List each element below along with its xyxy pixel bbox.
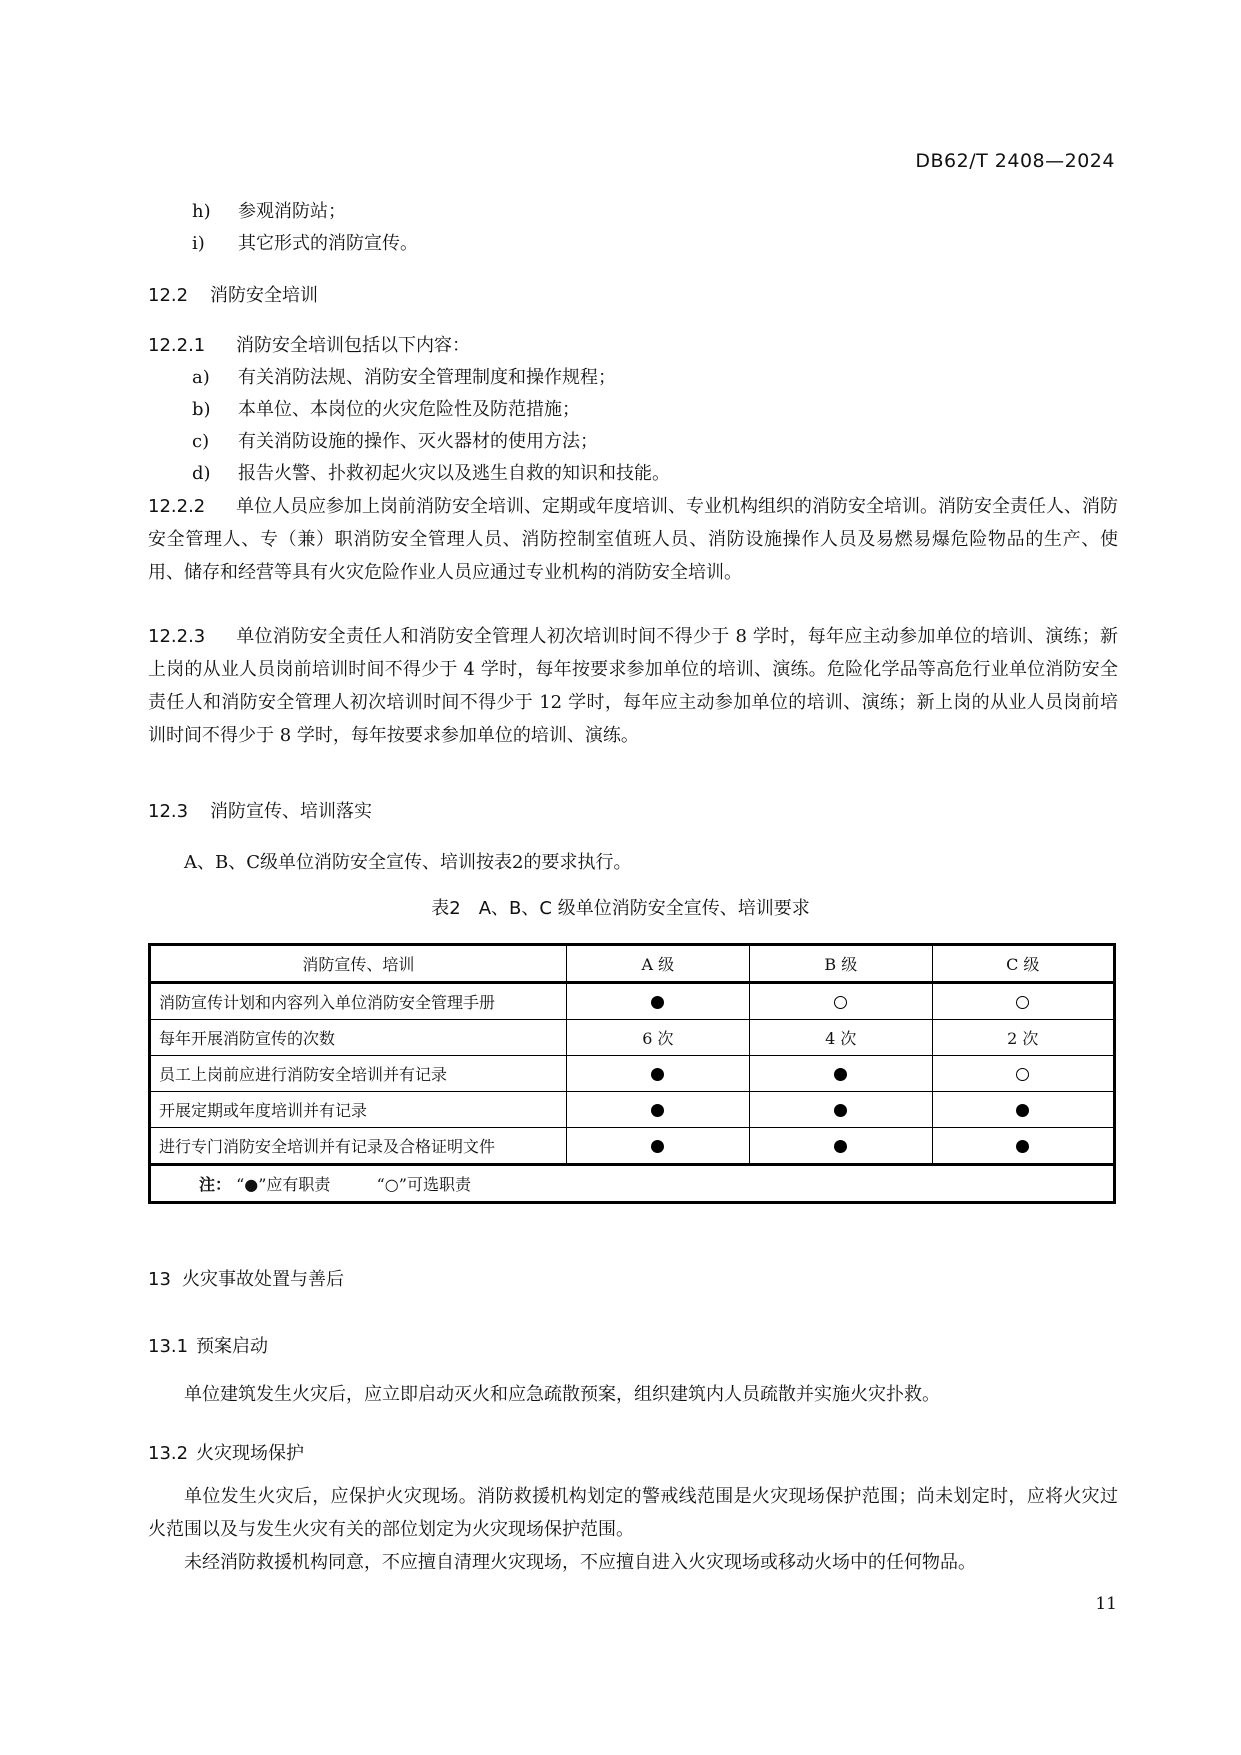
note-optional: “○”可选职责 [376, 1175, 471, 1194]
list-item-d [192, 462, 670, 486]
section-heading-13 [148, 1268, 344, 1292]
filled-circle-icon [651, 1140, 664, 1153]
table-row [150, 1020, 1115, 1056]
column-header: B 级 [750, 945, 932, 983]
cell-c: 2 次 [932, 1020, 1114, 1056]
heading-number: 13 [148, 1269, 171, 1290]
cell-c [932, 983, 1114, 1020]
cell-c [932, 1092, 1114, 1128]
filled-circle-icon [1016, 1104, 1029, 1117]
column-header: A 级 [566, 945, 749, 983]
section-13-2-paragraph-1: 单位发生火灾后，应保护火灾现场。消防救援机构划定的警戒线范围是火灾现场保护范围；尚未划定时，应将火灾过火范围以及与发生火灾有关的部位划定为火灾现场保护范围。 [148, 1486, 1118, 1540]
table-header-row [150, 945, 1115, 983]
list-mark: i) [192, 233, 205, 254]
clause-12-2-3 [148, 620, 1118, 752]
clause-number: 12.2.1 [148, 335, 206, 356]
heading-title: 火灾事故处置与善后 [182, 1269, 344, 1290]
list-item-c [192, 430, 598, 454]
open-circle-icon [834, 996, 847, 1009]
list-text: 报告火警、扑救初起火灾以及逃生自救的知识和技能。 [238, 463, 670, 484]
heading-title: 消防安全培训 [210, 285, 318, 306]
section-13-2-paragraph-2: 未经消防救援机构同意，不应擅自清理火灾现场，不应擅自进入火灾现场或移动火场中的任何物品。 [184, 1552, 976, 1573]
filled-circle-icon [834, 1068, 847, 1081]
row-item: 每年开展消防宣传的次数 [150, 1020, 567, 1056]
clause-text: 消防安全培训包括以下内容： [236, 335, 470, 356]
list-text: 有关消防设施的操作、灭火器材的使用方法； [238, 431, 598, 452]
clause-number: 12.2.2 [148, 496, 206, 517]
heading-title: 消防宣传、培训落实 [210, 801, 372, 822]
table-row [150, 1056, 1115, 1092]
cell-a [566, 1056, 749, 1092]
filled-circle-icon [651, 1068, 664, 1081]
clause-text: 单位消防安全责任人和消防安全管理人初次培训时间不得少于 8 学时，每年应主动参加单位的培训、演练；新上岗的从业人员岗前培训时间不得少于 4 学时，每年按要求参加单位的培训、演练。危险化学品等高危行业单位消防安全责任人和消防安全管理人初次培训时间不得少于 12 学时，每年应主动参加单位的培训、演练；新上岗的从业人员岗前培训时间不得少于 8 学时，每年按要求参加单位的培训、演练。 [148, 626, 1118, 746]
heading-title: 火灾现场保护 [196, 1443, 304, 1464]
section-heading-12-2 [148, 284, 318, 308]
list-text: 其它形式的消防宣传。 [238, 233, 418, 254]
list-mark: h) [192, 201, 211, 222]
note-label: 注： [199, 1175, 232, 1194]
heading-number: 13.2 [148, 1443, 189, 1464]
clause-12-2-2 [148, 490, 1118, 589]
filled-circle-icon [834, 1140, 847, 1153]
cell-b: 4 次 [750, 1020, 932, 1056]
table-note-row [150, 1165, 1115, 1203]
heading-number: 13.1 [148, 1336, 189, 1357]
list-item-a [192, 366, 616, 390]
clause-text: 单位人员应参加上岗前消防安全培训、定期或年度培训、专业机构组织的消防安全培训。消防安全责任人、消防安全管理人、专（兼）职消防安全管理人员、消防控制室值班人员、消防设施操作人员及易燃易爆危险物品的生产、使用、储存和经营等具有火灾危险作业人员应通过专业机构的消防安全培训。 [148, 496, 1118, 583]
table-row [150, 1128, 1115, 1165]
page-number: 11 [1095, 1594, 1117, 1614]
section-13-1-text: 单位建筑发生火灾后，应立即启动灭火和应急疏散预案，组织建筑内人员疏散并实施火灾扑救。 [184, 1384, 940, 1405]
cell-a [566, 1128, 749, 1165]
table-row [150, 983, 1115, 1020]
heading-title: 预案启动 [196, 1336, 268, 1357]
row-item: 消防宣传计划和内容列入单位消防安全管理手册 [150, 983, 567, 1020]
cell-b [750, 1056, 932, 1092]
section-heading-13-1 [148, 1335, 268, 1359]
cell-b [750, 1092, 932, 1128]
standard-code: DB62/T 2408—2024 [915, 150, 1115, 172]
list-mark: d) [192, 463, 211, 484]
table-row [150, 1092, 1115, 1128]
cell-c [932, 1128, 1114, 1165]
list-item-i [192, 232, 418, 256]
clause-12-2-1 [148, 334, 470, 358]
section-heading-13-2 [148, 1442, 304, 1466]
list-mark: c) [192, 431, 210, 452]
heading-number: 12.3 [148, 801, 189, 822]
list-mark: b) [192, 399, 211, 420]
filled-circle-icon [1016, 1140, 1029, 1153]
cell-b [750, 983, 932, 1020]
heading-number: 12.2 [148, 285, 189, 306]
cell-c [932, 1056, 1114, 1092]
column-header: 消防宣传、培训 [150, 945, 567, 983]
list-item-h [192, 200, 346, 224]
clause-number: 12.2.3 [148, 626, 206, 647]
section-heading-12-3 [148, 800, 372, 824]
list-text: 有关消防法规、消防安全管理制度和操作规程； [238, 367, 616, 388]
row-item: 开展定期或年度培训并有记录 [150, 1092, 567, 1128]
requirements-table [148, 943, 1116, 1204]
column-header: C 级 [932, 945, 1114, 983]
row-item: 进行专门消防安全培训并有记录及合格证明文件 [150, 1128, 567, 1165]
cell-b [750, 1128, 932, 1165]
filled-circle-icon [834, 1104, 847, 1117]
section-12-3-text: A、B、C级单位消防安全宣传、培训按表2的要求执行。 [184, 852, 632, 873]
filled-circle-icon [651, 996, 664, 1009]
table-note [150, 1165, 1115, 1203]
filled-circle-icon [651, 1104, 664, 1117]
list-text: 参观消防站； [238, 201, 346, 222]
list-mark: a) [192, 367, 210, 388]
cell-a: 6 次 [566, 1020, 749, 1056]
list-item-b [192, 398, 580, 422]
open-circle-icon [1016, 996, 1029, 1009]
list-text: 本单位、本岗位的火灾危险性及防范措施； [238, 399, 580, 420]
cell-a [566, 983, 749, 1020]
row-item: 员工上岗前应进行消防安全培训并有记录 [150, 1056, 567, 1092]
open-circle-icon [1016, 1068, 1029, 1081]
note-required: “●”应有职责 [236, 1175, 331, 1194]
cell-a [566, 1092, 749, 1128]
table-caption: 表2 A、B、C 级单位消防安全宣传、培训要求 [431, 898, 810, 919]
